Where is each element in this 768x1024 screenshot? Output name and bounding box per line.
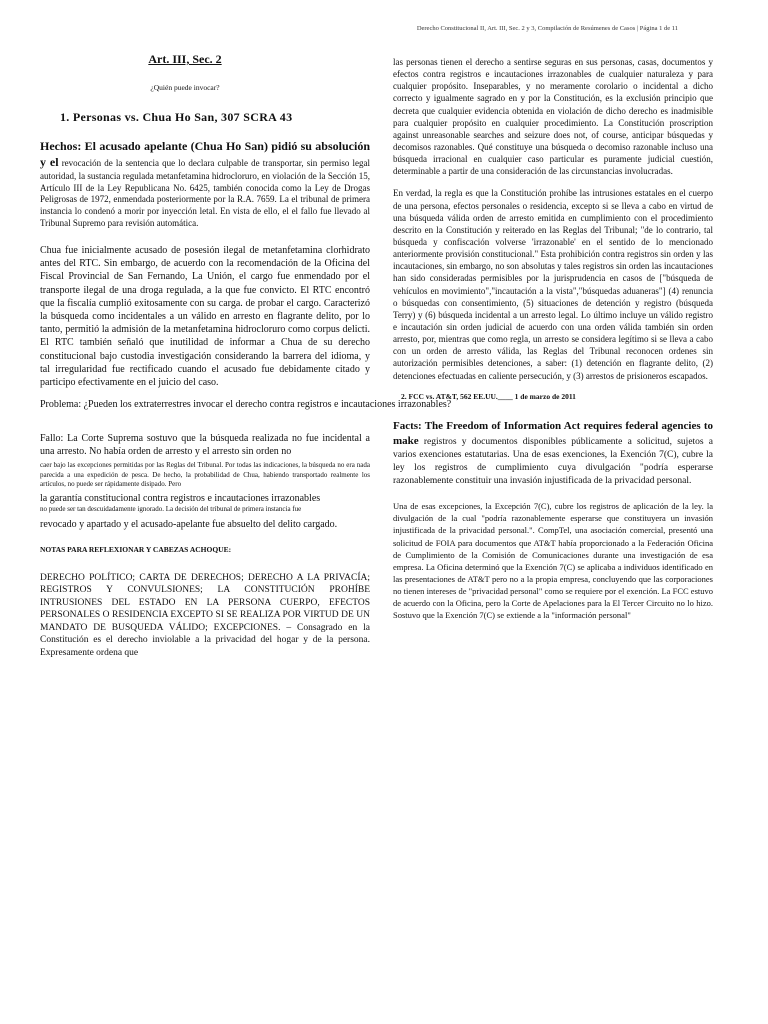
fallo-part-a: Fallo: La Corte Suprema sostuvo que la búsqueda realizada no fue incidental a una arresto. No había orden de arresto y el arresto sin orden no [40, 433, 370, 458]
article-subtitle: ¿Quién puede invocar? [150, 83, 220, 92]
fallo-part-c: la garantía constitucional contra registros e incautaciones irrazonables [40, 493, 321, 505]
article-title: Art. III, Sec. 2 [148, 52, 222, 66]
chua-paragraph: Chua fue inicialmente acusado de posesión ilegal de metanfetamina clorhidrato antes del RTC. Sin embargo, de acuerdo con la recomendación de la Oficina del Fiscal Provincial de San Fernando, La Unión, el cargo fue enmendado por el transporte ilegal de una droga regulada, a la que fue convicto. El RTC encontró que la fiscalía cumplió exitosamente con su carga. de probar el cargo. Caracterizó la búsqueda como incidentales a un válido en arresto en flagrante delito, por lo tanto, permitió la admisión de la metanfetamina hidrocloruro como corpus delicti. El RTC también señaló que inutilidad de informar a Chua de su derecho constitucional bajo custodia investigación considerando la barrera del idioma, y tal irregularidad fue rectificado cuando el acusado fue debidamente citado y participo efectivamente en el juicio del caso. [40, 245, 370, 388]
right-paragraph-2: En verdad, la regla es que la Constitución prohíbe las intrusiones estatales en el cuerpo de una persona, efectos personales o residencia, excepto si se lleva a cabo en virtud de una búsqueda válida orden de arresto emitida en cumplimiento con el procedimiento descrito en la Constitución y reiterado en las Reglas del Tribunal; "de lo contrario, tal búsqueda y confiscación volverse 'irrazonable' en el sentido de lo mencionado anteriormente provisión constitucional." Esta prohibición contra registros sin orden y las incautaciones, sin embargo, no son absolutas y tales registros sin orden las incautaciones han sido consideradas permisibles por la jurisprudencia en casos de ["búsqueda de vehículos en movimiento","incautación a la vista","búsquedas aduaneras"] (4) renuncia o búsquedas con consentimiento, (5) situaciones de detención y registro (búsqueda Terry) y (6) búsqueda incidental a un arresto legal. Lo último incluye un válido registro e incautación sin orden judicial de acuerdo con una orden válida también sin orden arresto, por, mientras que como regla, un arresto se considera legítimo si se lleva a cabo con un orden de arresto válida, las Reglas del Tribunal reconocen ordenes sin autorización permisibles detenciones, a saber: (1) detención en flagrante delito, (2) detenciones efectuadas en caliente persecución, y (3) arrestos de prisioneros escapados. [393, 188, 713, 381]
problema-line: Problema: ¿Pueden los extraterrestres invocar el derecho contra registros e incautaciones irrazonables? [40, 399, 452, 411]
notes-title: NOTAS PARA REFLEXIONAR Y CABEZAS ACHOQUE: [40, 544, 232, 554]
facts-body: registros y documentos disponibles públicamente a solicitud, sujetos a varios exenciones estatutarias. Una de esas exenciones, la Exención 7(C), cubre la ley los registros de cumplimiento cuya divulgación "podría esperarse razonablemente constituir una invasión injustificada de la privacidad personal. [393, 436, 714, 487]
facts-paragraph [393, 419, 713, 489]
derecho-paragraph: DERECHO POLÍTICO; CARTA DE DERECHOS; DERECHO A LA PRIVACÍA; REGISTROS Y CONVULSIONES; LA CONSTITUCIÓN PROHÍBE INTRUSIONES DEL ESTADO EN LA PERSONA CUERPO, EFECTOS PERSONALES O RESIDENCIA EXCEPTO SI SE REALIZA POR VIRTUD DE UN MANDATO DE BUSQUEDA VÁLIDO; EXCEPCIONES. – Consagrado en la Constitución es el derecho inviolable a la privacidad del hogar y de la persona. Expresamente ordena que [40, 572, 370, 658]
case-1-heading: 1. Personas vs. Chua Ho San, 307 SCRA 43 [60, 110, 293, 124]
right-paragraph-1: las personas tienen el derecho a sentirse seguras en sus personas, casas, documentos y efectos contra registros e incautaciones irrazonables de cualquier naturaleza y para cualquier propósito. Inseparables, y no meramente corolario o incidental a dicho correcto y igualmente sagrado en y por la Constitución, es la exclusión principio que decreta que cualquier evidencia obtenida en violación de dicho derecho es inadmisible para cualquier propósito en cualquier procedimiento. La Constitución proscription against unreasonable searches and seizure does not, of course, anticipar búsquedas y decomisos razonables. Qué constituye una búsqueda o decomiso razonable incluso una búsqueda irracional en cualquier caso particular es puramente judicial cuestión, determinable a partir de una consideración de las circunstancias involucradas. [393, 57, 713, 177]
fallo-part-d: no puede ser tan descuidadamente ignorado. La decisión del tribunal de primera instancia fue [40, 505, 302, 514]
facts-lead: Facts: The Freedom of Information Act requires federal agencies to make [393, 419, 713, 447]
fallo-part-e: revocado y apartado y el acusado-apelante fue absuelto del delito cargado. [40, 518, 338, 530]
hechos-lead: Hechos: El acusado apelante (Chua Ho San) pidió su absolución y el [40, 139, 370, 169]
running-head: Derecho Constitucional II, Art. III, Sec. 2 y 3, Compilación de Resúmenes de Casos | Página 1 de 11 [416, 25, 678, 32]
left-column [40, 52, 452, 660]
right-paragraph-3: Una de esas excepciones, la Excepción 7(C), cubre los registros de aplicación de la ley. la divulgación de la cual "podría razonablemente esperarse que constituyera un invasión injustificada de la privacidad personal.". CompTel, una asociación comercial, presentó una solicitud de FOIA para documentos que AT&T había proporcionado a la Federación Oficina de Cumplimiento de la Comisión de Comunicaciones durante una investigación de esa empresa. La Oficina determinó que la Exención 7(C) se aplicaba a individuos identificado en las presentaciones de AT&T pero no a la propia empresa, concluyendo que las corporaciones no tienen intereses de "privacidad personal" como se requiere por el exención. La FCC estuvo de acuerdo con la Oficina, pero la Corte de Apelaciones para la El Tercer Circuito no lo hizo. Sostuvo que la Exención 7(C) se extiende a la "información personal" [393, 501, 713, 620]
case-2-heading: 2. FCC vs. AT&T, 562 EE.UU.____ 1 de marzo de 2011 [401, 391, 576, 401]
hechos-paragraph [40, 139, 370, 230]
fallo-part-b: caer bajo las excepciones permitidas por las Reglas del Tribunal. Por todas las indicaciones, la búsqueda no era nada parecida a una expedición de pesca. De hecho, la probabilidad de Chua, habiendo transportado realmente los artículos, no puede ser rápidamente disipado. Pero [40, 461, 370, 488]
hechos-body: revocación de la sentencia que lo declara culpable de transportar, sin permiso legal autoridad, la sustancia regulada metanfetamina hidrocloruro, en violación de la Sección 15, Artículo III de la Ley Republicana No. 6425, también conocida como la Ley de Drogas Peligrosas de 1972, enmendada posteriormente por la R.A. 7659. La el tribunal de primera instancia lo condenó a morir por inyección letal. En vista de ello, el el fallo fue llevado al Tribunal Supremo para revisión automática. [40, 157, 371, 229]
right-column [393, 56, 713, 621]
fallo-paragraph [40, 432, 370, 531]
